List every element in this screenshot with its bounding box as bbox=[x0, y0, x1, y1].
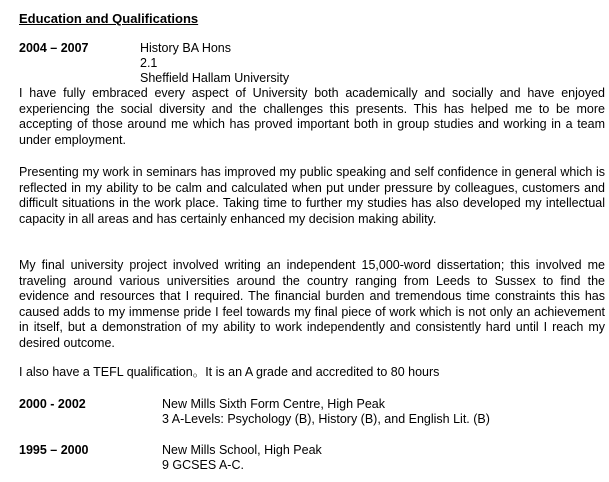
sixth-form-name: New Mills Sixth Form Centre, High Peak bbox=[162, 397, 385, 411]
paragraph-tefl: I also have a TEFL qualification。It is an A grade and accredited to 80 hours bbox=[19, 365, 440, 379]
university-years: 2004 – 2007 bbox=[19, 41, 89, 55]
school-details bbox=[162, 443, 322, 473]
school-years: 1995 – 2000 bbox=[19, 443, 89, 457]
sixth-form-years: 2000 - 2002 bbox=[19, 397, 86, 411]
paragraph-seminars: Presenting my work in seminars has improved my public speaking and self confidence in general which is reflected in my ability to be calm and calculated when put under pressure by colleagues, customers and difficult situations in the work place. Taking time to further my studies has also developed my intellectual capacity in all areas and has certainly enhanced my decision making ability. bbox=[19, 165, 605, 226]
university-degree: History BA Hons bbox=[140, 41, 232, 55]
school-name: New Mills School, High Peak bbox=[162, 443, 322, 457]
university-details bbox=[140, 41, 289, 86]
section-heading: Education and Qualifications bbox=[19, 11, 199, 26]
paragraph-university-experience: I have fully embraced every aspect of University both academically and socially and have enjoyed experiencing the social diversity and the challenges this presents. This has helped me to be more accepting of those around me which has proved important both in group studies and working in a team under employment. bbox=[19, 86, 605, 147]
sixth-form-details bbox=[162, 397, 490, 427]
university-name: Sheffield Hallam University bbox=[140, 71, 290, 85]
school-gcses: 9 GCSES A-C. bbox=[162, 458, 244, 472]
paragraph-dissertation: My final university project involved writing an independent 15,000-word dissertation; this involved me traveling around various universities around the country ranging from Leeds to Sussex to find the evidence and resources that I required. The financial burden and tremendous time constraints this has caused adds to my immense pride I feel towards my final piece of work which is not only an achievement in itself, but a demonstration of my ability to work independently and consistently hard until I reach my desired outcome. bbox=[19, 258, 605, 350]
university-grade: 2.1 bbox=[140, 56, 158, 70]
sixth-form-alevels: 3 A-Levels: Psychology (B), History (B), and English Lit. (B) bbox=[162, 412, 490, 426]
